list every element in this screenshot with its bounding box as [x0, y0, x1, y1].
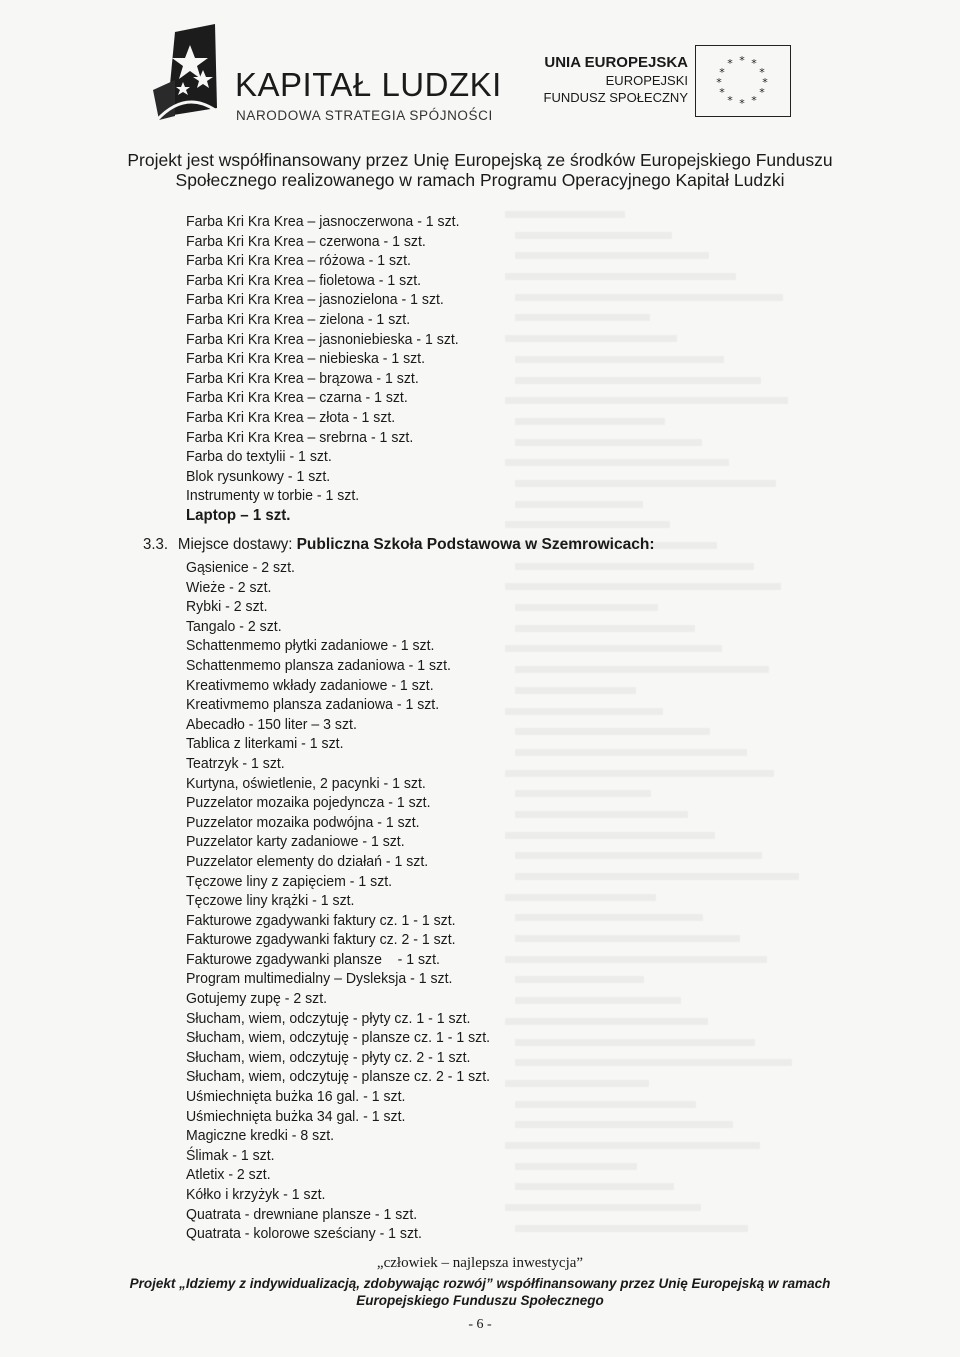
list-item: Farba Kri Kra Krea – czarna - 1 szt.: [186, 389, 408, 407]
list-item: Puzzelator mozaika podwójna - 1 szt.: [186, 813, 420, 831]
list-item: Fakturowe zgadywanki plansze - 1 szt.: [186, 950, 440, 968]
list-item: Gotujemy zupę - 2 szt.: [186, 990, 328, 1008]
bleed-line: [505, 205, 625, 218]
bleed-line: [505, 329, 677, 342]
bleed-line: [515, 557, 754, 570]
bleed-line: [515, 598, 658, 611]
eu-flag-icon: [695, 45, 791, 117]
svg-text:*: *: [719, 86, 725, 99]
bleed-line: [515, 1157, 637, 1170]
list-item: Farba do textylii - 1 szt.: [186, 448, 332, 466]
bleed-line: [515, 246, 709, 259]
funding-note: [110, 150, 850, 190]
kapital-ludzki-emblem-icon: [145, 20, 240, 130]
section-number: 3.3.: [143, 536, 169, 553]
footer-project-note: [100, 1275, 860, 1309]
svg-text:*: *: [751, 57, 757, 70]
list-item: Farba Kri Kra Krea – brązowa - 1 szt.: [186, 369, 419, 387]
list-item: Quatrata - drewniane plansze - 1 szt.: [186, 1205, 418, 1223]
logo-subtitle: NARODOWA STRATEGIA SPÓJNOŚCI: [236, 108, 493, 123]
list-item: Uśmiechnięta bużka 16 gal. - 1 szt.: [186, 1088, 406, 1106]
bleed-line: [515, 1115, 733, 1128]
list-item: Farba Kri Kra Krea – złota - 1 szt.: [186, 408, 396, 426]
list-item: Słucham, wiem, odczytuję - płyty cz. 2 - 1 szt.: [186, 1048, 471, 1066]
list-item: Farba Kri Kra Krea – jasnoczerwona - 1 szt.: [186, 213, 460, 230]
list-item: Instrumenty w torbie - 1 szt.: [186, 487, 360, 505]
svg-text:*: *: [739, 54, 745, 67]
bleed-line: [505, 639, 722, 652]
list-item: Puzzelator karty zadaniowe - 1 szt.: [186, 833, 405, 851]
list-item: Farba Kri Kra Krea – jasnozielona - 1 szt.: [186, 291, 444, 309]
list-item: Słucham, wiem, odczytuję - płyty cz. 1 - 1 szt.: [186, 1009, 471, 1027]
list-item: Farba Kri Kra Krea – czerwona - 1 szt.: [186, 232, 426, 250]
list-item: Słucham, wiem, odczytuję - plansze cz. 2 - 1 szt.: [186, 1068, 491, 1086]
list-item: Ślimak - 1 szt.: [186, 1146, 275, 1164]
list-item-laptop: Laptop – 1 szt.: [186, 506, 291, 524]
bleed-line: [515, 308, 650, 321]
bleed-line: [515, 805, 688, 818]
eu-title: UNIA EUROPEJSKA: [544, 54, 688, 71]
bleed-line: [515, 846, 762, 859]
bleed-line: [515, 784, 651, 797]
bleed-line: [505, 515, 670, 528]
bleed-line: [515, 722, 710, 735]
list-item: Fakturowe zgadywanki faktury cz. 1 - 1 szt.: [186, 911, 456, 929]
list-item: Gąsienice - 2 szt.: [186, 559, 295, 576]
bleed-line: [515, 371, 761, 384]
list-item: Blok rysunkowy - 1 szt.: [186, 467, 331, 485]
bleed-line: [515, 908, 703, 921]
list-item: Farba Kri Kra Krea – srebrna - 1 szt.: [186, 428, 414, 446]
list-item: Schattenmemo plansza zadaniowa - 1 szt.: [186, 656, 451, 674]
list-item: Kreativmemo plansza zadaniowa - 1 szt.: [186, 696, 440, 714]
list-item: Teatrzyk - 1 szt.: [186, 754, 285, 772]
bleed-line: [515, 474, 776, 487]
logo-title: KAPITAŁ LUDZKI: [235, 66, 502, 103]
item-list-top: [186, 212, 460, 526]
svg-text:*: *: [727, 94, 733, 107]
bleed-line: [515, 1095, 696, 1108]
list-item: Słucham, wiem, odczytuję - plansze cz. 1 - 1 szt.: [186, 1029, 491, 1047]
bleed-line: [515, 970, 644, 983]
bleed-line: [515, 660, 769, 673]
bleed-line: [515, 412, 665, 425]
bleed-line: [505, 950, 767, 963]
list-item: Uśmiechnięta bużka 34 gal. - 1 szt.: [186, 1107, 406, 1125]
delivery-place: Publiczna Szkoła Podstawowa w Szemrowicach:: [296, 536, 655, 553]
bleed-line: [505, 888, 656, 901]
list-item: Farba Kri Kra Krea – fioletowa - 1 szt.: [186, 271, 422, 289]
bleed-line: [505, 1012, 708, 1025]
list-item: Program multimedialny – Dysleksja - 1 szt.: [186, 970, 453, 988]
list-item: Tangalo - 2 szt.: [186, 617, 282, 635]
bleed-line: [515, 867, 799, 880]
list-item: Kreativmemo wkłady zadaniowe - 1 szt.: [186, 676, 434, 694]
list-item: Rybki - 2 szt.: [186, 598, 268, 616]
list-item: Tęczowe liny krążki - 1 szt.: [186, 892, 355, 910]
reverse-side-bleed: [505, 205, 825, 1235]
list-item: Puzzelator mozaika pojedyncza - 1 szt.: [186, 794, 431, 812]
list-item: Quatrata - kolorowe sześciany - 1 szt.: [186, 1225, 422, 1243]
eu-logo: [540, 40, 800, 120]
bleed-line: [515, 226, 672, 239]
eu-fund-line2: FUNDUSZ SPOŁECZNY: [543, 90, 688, 105]
bleed-line: [515, 1033, 755, 1046]
bleed-line: [515, 929, 740, 942]
bleed-line: [505, 702, 663, 715]
footer-line-2: Europejskiego Funduszu Społecznego: [356, 1293, 604, 1308]
bleed-line: [515, 433, 702, 446]
list-item: Kurtyna, oświetlenie, 2 pacynki - 1 szt.: [186, 774, 426, 792]
list-item: Abecadło - 150 liter – 3 szt.: [186, 715, 357, 733]
svg-text:*: *: [759, 86, 765, 99]
list-item: Tęczowe liny z zapięciem - 1 szt.: [186, 872, 393, 890]
bleed-line: [515, 1177, 674, 1190]
list-item: Farba Kri Kra Krea – różowa - 1 szt.: [186, 252, 411, 270]
section-heading: [143, 536, 654, 554]
item-list-bottom: [186, 558, 490, 1244]
bleed-line: [505, 267, 736, 280]
footer-line-1: Projekt „Idziemy z indywidualizacją, zdobywając rozwój” współfinansowany przez Unię Europejską w ramach: [129, 1276, 831, 1291]
svg-text:*: *: [739, 97, 745, 110]
bleed-line: [515, 350, 724, 363]
list-item: Atletix - 2 szt.: [186, 1166, 271, 1184]
funding-line-1: Projekt jest współfinansowany przez Unię Europejską ze środków Europejskiego Funduszu: [127, 150, 833, 170]
list-item: Wieże - 2 szt.: [186, 578, 272, 596]
list-item: Farba Kri Kra Krea – zielona - 1 szt.: [186, 310, 411, 328]
bleed-line: [515, 743, 747, 756]
funding-line-2: Społecznego realizowanego w ramach Programu Operacyjnego Kapitał Ludzki: [175, 170, 785, 190]
bleed-line: [505, 391, 788, 404]
footer-slogan: „człowiek – najlepsza inwestycja”: [376, 1255, 584, 1271]
bleed-line: [515, 681, 636, 694]
bleed-line: [505, 1074, 649, 1087]
bleed-line: [515, 991, 681, 1004]
list-item: Tablica z literkami - 1 szt.: [186, 735, 344, 753]
eu-fund-line1: EUROPEJSKI: [605, 73, 688, 88]
list-item: Farba Kri Kra Krea – jasnoniebieska - 1 szt.: [186, 330, 459, 348]
bleed-line: [515, 619, 695, 632]
list-item: Puzzelator elementy do działań - 1 szt.: [186, 852, 429, 870]
bleed-line: [505, 1136, 760, 1149]
bleed-line: [505, 453, 729, 466]
list-item: Farba Kri Kra Krea – niebieska - 1 szt.: [186, 350, 426, 368]
bleed-line: [505, 826, 715, 839]
svg-text:*: *: [759, 66, 765, 79]
svg-text:*: *: [727, 57, 733, 70]
bleed-line: [505, 764, 774, 777]
list-item: Magiczne kredki - 8 szt.: [186, 1127, 335, 1145]
kapital-ludzki-logo: [145, 20, 505, 130]
svg-text:*: *: [762, 76, 768, 89]
bleed-line: [515, 495, 643, 508]
bleed-line: [515, 1053, 792, 1066]
section-label: Miejsce dostawy:: [177, 536, 293, 553]
list-item: Fakturowe zgadywanki faktury cz. 2 - 1 szt.: [186, 931, 456, 949]
page-number: - 6 -: [468, 1317, 492, 1332]
svg-text:*: *: [719, 66, 725, 79]
list-item: Kółko i krzyżyk - 1 szt.: [186, 1186, 326, 1203]
svg-text:*: *: [751, 94, 757, 107]
bleed-line: [505, 1198, 701, 1211]
bleed-line: [515, 1219, 748, 1232]
svg-text:*: *: [716, 76, 722, 89]
bleed-line: [515, 288, 783, 301]
bleed-line: [505, 577, 781, 590]
list-item: Schattenmemo płytki zadaniowe - 1 szt.: [186, 637, 435, 655]
